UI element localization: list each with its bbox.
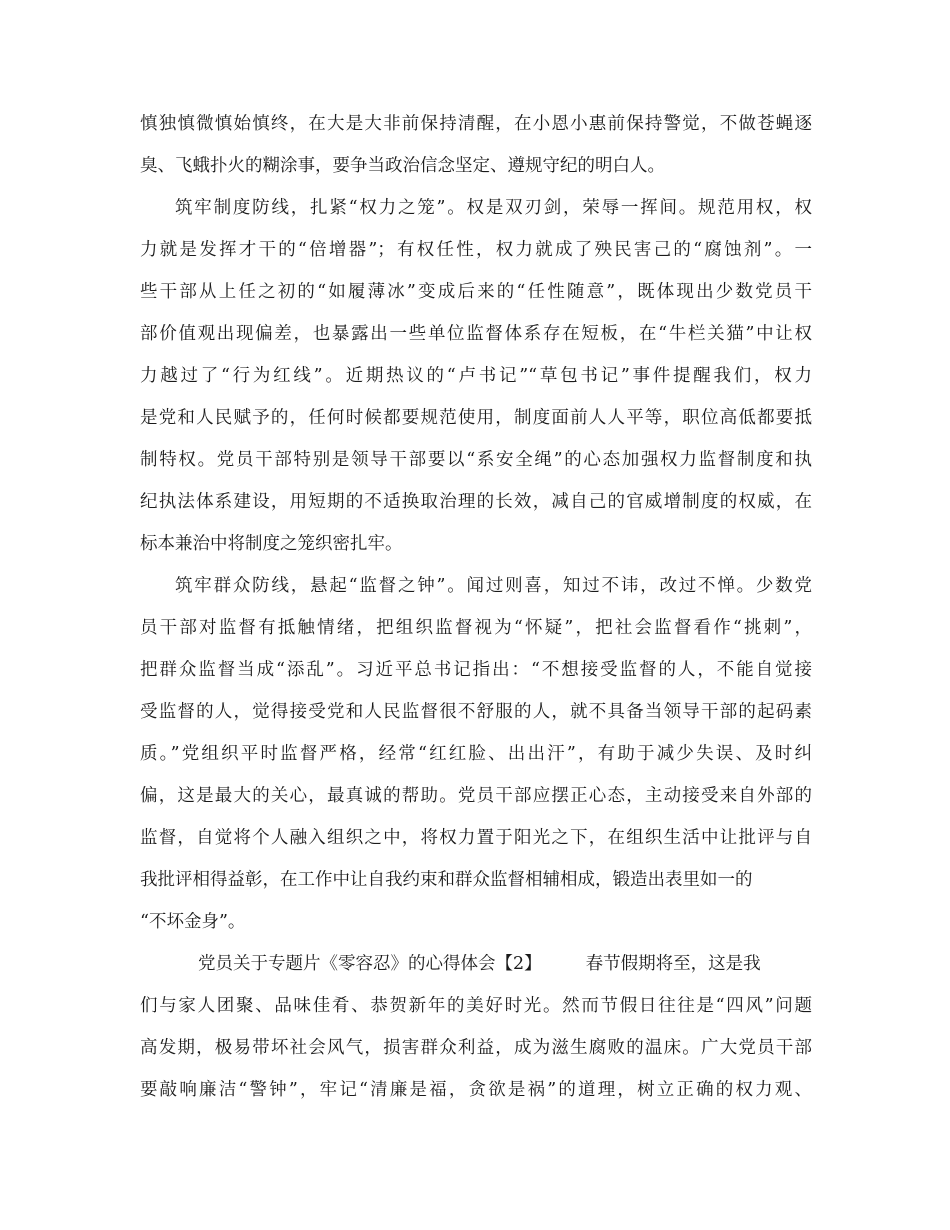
text-line: 制特权。党员干部特别是领导干部要以“系安全绳”的心态加强权力监督制度和执 — [140, 450, 812, 470]
text-line: 是党和人民赋予的，任何时候都要规范使用，制度面前人人平等，职位高低都要抵 — [140, 408, 812, 428]
text-line: 监督，自觉将个人融入组织之中，将权力置于阳光之下，在组织生活中让批评与自 — [140, 828, 812, 848]
paragraph-start-line: 筑牢制度防线，扎紧“权力之笼”。权是双刃剑，荣辱一挥间。规范用权，权 — [175, 198, 812, 218]
text-line: 偏，这是最大的关心，最真诚的帮助。党员干部应摆正心态，主动接受来自外部的 — [140, 786, 812, 806]
text-line: 质。”党组织平时监督严格，经常“红红脸、出出汗”，有助于减少失误、及时纠 — [140, 744, 812, 764]
text-line: 纪执法体系建设，用短期的不适换取治理的长效，减自己的官威增制度的权威，在 — [140, 492, 812, 512]
text-line: 们与家人团聚、品味佳肴、恭贺新年的美好时光。然而节假日往往是“四风”问题 — [140, 996, 812, 1016]
text-line: 我批评相得益彰，在工作中让自我约束和群众监督相辅相成，锻造出表里如一的 — [140, 870, 753, 890]
text-line: 标本兼治中将制度之笼织密扎牢。 — [140, 534, 403, 554]
text-line: “不坏金身”。 — [140, 912, 246, 932]
article-first-sentence: 春节假期将至，这是我 — [585, 954, 761, 974]
text-line: 高发期，极易带坏社会风气，损害群众利益，成为滋生腐败的温床。广大党员干部 — [140, 1038, 812, 1058]
text-line: 些干部从上任之初的“如履薄冰”变成后来的“任性随意”，既体现出少数党员干 — [140, 282, 812, 302]
article-heading-line — [140, 948, 812, 980]
text-line: 慎独慎微慎始慎终，在大是大非前保持清醒，在小恩小惠前保持警觉，不做苍蝇逐 — [140, 114, 812, 134]
document-page — [140, 108, 812, 1116]
article-title: 党员关于专题片《零容忍》的心得体会【2】 — [198, 954, 542, 974]
text-line: 要敲响廉洁“警钟”，牢记“清廉是福，贪欲是祸”的道理，树立正确的权力观、 — [140, 1080, 812, 1100]
text-line: 力越过了“行为红线”。近期热议的“卢书记”“草包书记”事件提醒我们，权力 — [140, 366, 812, 386]
text-line: 臭、飞蛾扑火的糊涂事，要争当政治信念坚定、遵规守纪的明白人。 — [140, 156, 665, 176]
text-line: 受监督的人，觉得接受党和人民监督很不舒服的人，就不具备当领导干部的起码素 — [140, 702, 812, 722]
text-line: 把群众监督当成“添乱”。习近平总书记指出：“不想接受监督的人，不能自觉接 — [140, 660, 812, 680]
text-line: 员干部对监督有抵触情绪，把组织监督视为“怀疑”，把社会监督看作“挑刺”， — [140, 618, 812, 638]
text-line: 部价值观出现偏差，也暴露出一些单位监督体系存在短板，在“牛栏关猫”中让权 — [140, 324, 812, 344]
text-line: 力就是发挥才干的“倍增器”；有权任性，权力就成了殃民害己的“腐蚀剂”。一 — [140, 240, 812, 260]
paragraph-start-line: 筑牢群众防线，悬起“监督之钟”。闻过则喜，知过不讳，改过不惮。少数党 — [175, 576, 812, 596]
